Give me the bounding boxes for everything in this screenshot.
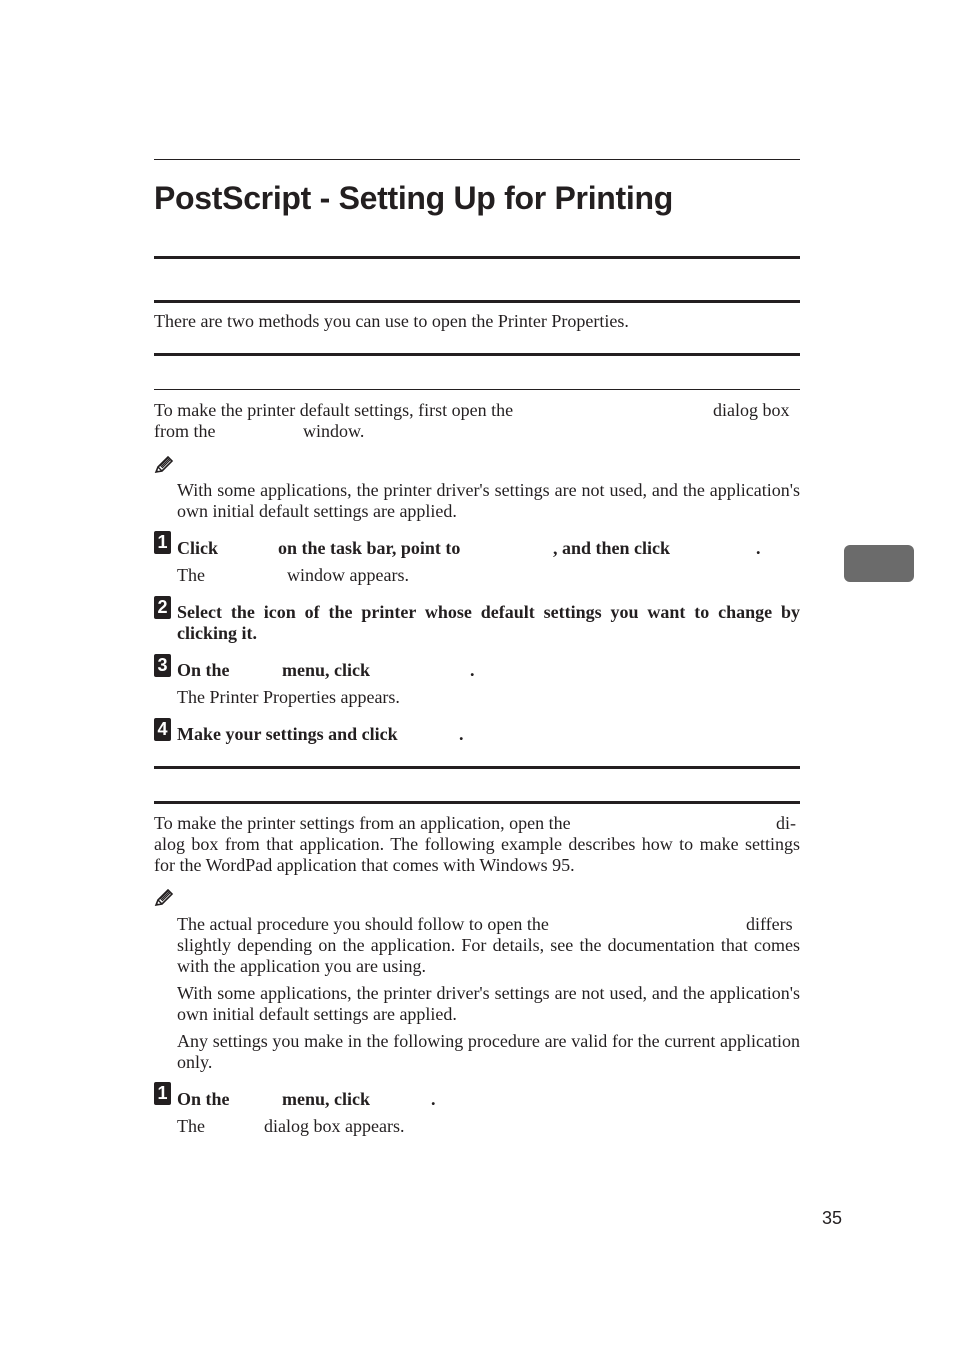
step-1-seg-1: Click [177, 538, 219, 558]
app-step-1-seg-1: On the [177, 1089, 230, 1109]
step-2-text: Select the icon of the printer whose default settings you want to change by clicking it. [177, 602, 800, 643]
step-1-seg-3: , and then click [553, 538, 671, 558]
app-step-1-seg-2: menu, click [282, 1089, 370, 1109]
page-title: PostScript - Setting Up for Printing [154, 180, 673, 216]
default-para-line1-a: To make the printer default settings, first open the [154, 400, 514, 420]
default-para-line2-b: window. [303, 421, 365, 441]
app-step-1-result-b: dialog box appears. [264, 1116, 405, 1136]
section-app-top-rule [154, 766, 800, 769]
note-pencil-icon [154, 889, 174, 907]
app-step-1-result-a: The [177, 1116, 205, 1136]
section-app-sub-rule [154, 801, 800, 804]
app-note1-line1-b: differs [746, 914, 793, 934]
app-para-line1-a: To make the printer settings from an application, open the [154, 813, 571, 833]
default-para-line1-b: dialog box [713, 400, 790, 420]
app-para-rest: alog box from that application. The following example describes how to make settings for the WordPad application that comes with Windows 95. [154, 834, 800, 875]
step-4-seg-1: Make your settings and click [177, 724, 398, 744]
note-pencil-icon [154, 456, 174, 474]
step-4-badge: 4 [154, 718, 171, 741]
step-1-seg-2: on the task bar, point to [278, 538, 461, 558]
app-step-1-badge: 1 [154, 1082, 171, 1105]
app-note1-rest: slightly depending on the application. For details, see the documentation that comes with the application you are using. [177, 935, 800, 976]
step-2-badge: 2 [154, 596, 171, 619]
chapter-tab [844, 545, 914, 582]
intro-text: There are two methods you can use to open the Printer Properties. [154, 311, 629, 331]
section-default-top-rule [154, 353, 800, 356]
title-underline [154, 256, 800, 259]
step-3-badge: 3 [154, 654, 171, 677]
page-number: 35 [822, 1208, 843, 1228]
step-1-result-b: window appears. [287, 565, 409, 585]
default-note-text: With some applications, the printer driver's settings are not used, and the application's own initial default settings are applied. [177, 480, 800, 521]
default-para-line2-a: from the [154, 421, 216, 441]
section-default-sub-rule [154, 389, 800, 390]
app-note2: With some applications, the printer driver's settings are not used, and the application's own initial default settings are applied. [177, 983, 800, 1024]
intro-top-rule [154, 300, 800, 303]
step-1-result-a: The [177, 565, 205, 585]
app-note3: Any settings you make in the following procedure are valid for the current application only. [177, 1031, 800, 1072]
step-1-badge: 1 [154, 531, 171, 554]
step-3-result: The Printer Properties appears. [177, 687, 400, 707]
step-3-seg-1: On the [177, 660, 230, 680]
step-3-seg-3: . [470, 660, 475, 680]
app-step-1-seg-3: . [431, 1089, 436, 1109]
step-1-seg-4: . [756, 538, 761, 558]
step-4-seg-2: . [459, 724, 464, 744]
app-note1-line1-a: The actual procedure you should follow to open the [177, 914, 549, 934]
header-rule [154, 159, 800, 160]
app-para-line1-b: di- [776, 813, 796, 833]
step-3-seg-2: menu, click [282, 660, 370, 680]
